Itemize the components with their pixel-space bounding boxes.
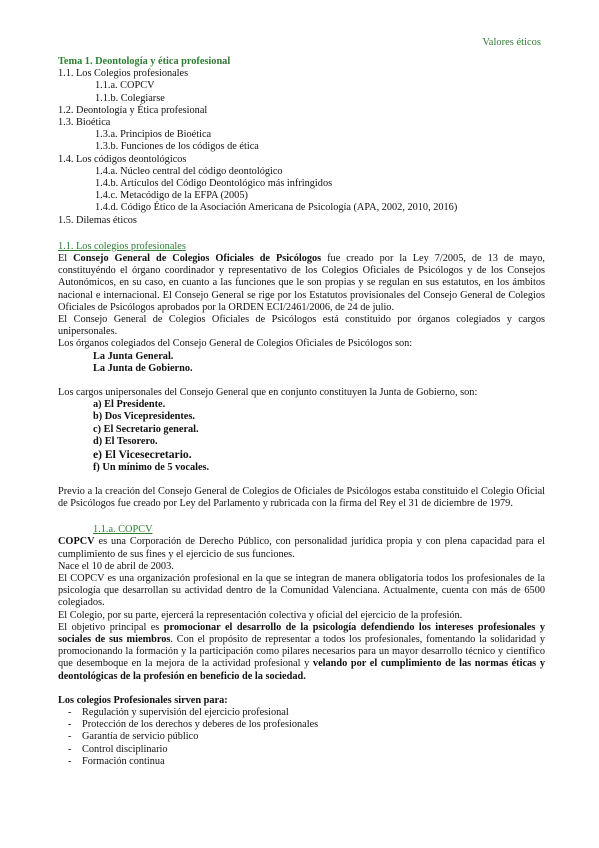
paragraph: El Consejo General de Colegios Oficiales de Psicólogos está constituido por órganos colegiados y cargos unipersonales. — [58, 314, 545, 338]
page-header: Valores éticos — [482, 37, 541, 48]
paragraph: COPCV es una Corporación de Derecho Público, con personalidad jurídica propia y con plena capacidad para el cumplimiento de sus fines y el ejercicio de sus funciones. — [58, 536, 545, 560]
list-item: b) Dos Vicepresidentes. — [93, 411, 195, 423]
toc-item: 1.1.a. COPCV — [95, 80, 155, 92]
list-item: - Regulación y supervisión del ejercicio profesional — [68, 706, 289, 718]
paragraph: Nace el 10 de abril de 2003. — [58, 560, 174, 572]
list-item: La Junta General. — [93, 350, 174, 362]
paragraph: El Colegio, por su parte, ejercerá la representación colectiva y oficial del ejercicio de la profesión. — [58, 609, 463, 621]
toc-item: 1.4.d. Código Ético de la Asociación Americana de Psicología (APA, 2002, 2010, 2016) — [95, 202, 458, 214]
colegios-functions-list — [58, 707, 545, 768]
paragraph: El COPCV es una organización profesional en la que se integran de manera obligatoria todos los profesionales de la psicología que desarrollan su actividad dentro de la Comunidad Valenciana. Actualmente, cuenta con más de 6500 colegiados. — [58, 572, 545, 609]
toc-item: 1.4.a. Núcleo central del código deontológico — [95, 165, 283, 177]
list-item: - Formación continua — [68, 755, 165, 767]
document-body — [58, 56, 545, 768]
section-heading-colegios: 1.1. Los colegios profesionales — [58, 240, 186, 252]
toc-item: 1.1.b. Colegiarse — [95, 92, 165, 104]
toc-item: 1.3.a. Principios de Bioética — [95, 129, 212, 141]
toc-item: 1.4.c. Metacódigo de la EFPA (2005) — [95, 190, 248, 202]
list-item: c) El Secretario general. — [93, 423, 199, 435]
dash-bullet: - — [68, 719, 72, 731]
paragraph: Los órganos colegiados del Consejo General de Colegios Oficiales de Psicólogos son: — [58, 338, 413, 350]
list-item: - Protección de los derechos y deberes de los profesionales — [68, 719, 319, 731]
paragraph: El Consejo General de Colegios Oficiales de Psicólogos fue creado por la Ley 7/2005, de 13 de mayo, constituyéndo el órgano coordinador y representativo de los Colegios Oficiales de Psicólogos y de los Consejos Autonómicos, en su caso, en cuanto a las funciones que le son propias y se regulan en sus estatutos, en los ámbitos nacional e internacional. El Consejo General se rige por los Estatutos provisionales del Consejo General de Colegios Oficiales de Psicólogos aprobados por la ORDEN ECI/2461/2006, de 24 de julio. — [58, 253, 545, 313]
section-heading-copcv: 1.1.a. COPCV — [93, 524, 153, 536]
list-item: La Junta de Gobierno. — [93, 362, 193, 374]
toc-title: Tema 1. Deontología y ética profesional — [58, 56, 231, 67]
organos-list — [58, 351, 545, 375]
dash-bullet: - — [68, 743, 72, 755]
list-item: - Control disciplinario — [68, 743, 168, 755]
toc-item: 1.1. Los Colegios profesionales — [58, 68, 189, 80]
list-item: f) Un mínimo de 5 vocales. — [93, 461, 210, 473]
cargos-list — [58, 399, 545, 473]
table-of-contents — [58, 68, 545, 227]
dash-bullet: - — [68, 731, 72, 743]
toc-item: 1.4.b. Artículos del Código Deontológico más infringidos — [95, 178, 333, 190]
paragraph: Los cargos unipersonales del Consejo General que en conjunto constituyen la Junta de Gobierno, son: — [58, 387, 478, 399]
dash-bullet: - — [68, 706, 72, 718]
toc-item: 1.4. Los códigos deontológicos — [58, 153, 187, 165]
list-item: - Garantía de servicio público — [68, 731, 199, 743]
toc-item: 1.2. Deontología y Ética profesional — [58, 104, 208, 116]
toc-item: 1.3.b. Funciones de los códigos de ética — [95, 141, 259, 153]
list-item: d) El Tesorero. — [93, 435, 158, 447]
paragraph: Previo a la creación del Consejo General de Colegios de Oficiales de Psicólogos estaba constituido el Colegio Oficial de Psicólogos fue creado por Ley del Parlamento y rubricada con la firma del Rey el 31 de diciembre de 1979. — [58, 485, 545, 509]
toc-item: 1.3. Bioética — [58, 117, 111, 129]
list-title: Los colegios Profesionales sirven para: — [58, 694, 228, 706]
list-item: a) El Presidente. — [93, 399, 166, 411]
paragraph: El objetivo principal es promocionar el desarrollo de la psicología defendiendo los intereses profesionales y sociales de sus miembros. Con el propósito de representar a todos los profesionales, fomentando la solidaridad y promocionando la formación y la participación como pilares necesarios para un mayor desarrollo técnico y científico que desemboque en la mejora de la actividad profesional y velando por el cumplimiento de las normas éticas y deontológicas de la profesión en beneficio de la sociedad. — [58, 621, 545, 682]
dash-bullet: - — [68, 755, 72, 767]
toc-item: 1.5. Dilemas éticos — [58, 214, 137, 226]
list-item: e) El Vicesecretario. — [93, 448, 192, 462]
